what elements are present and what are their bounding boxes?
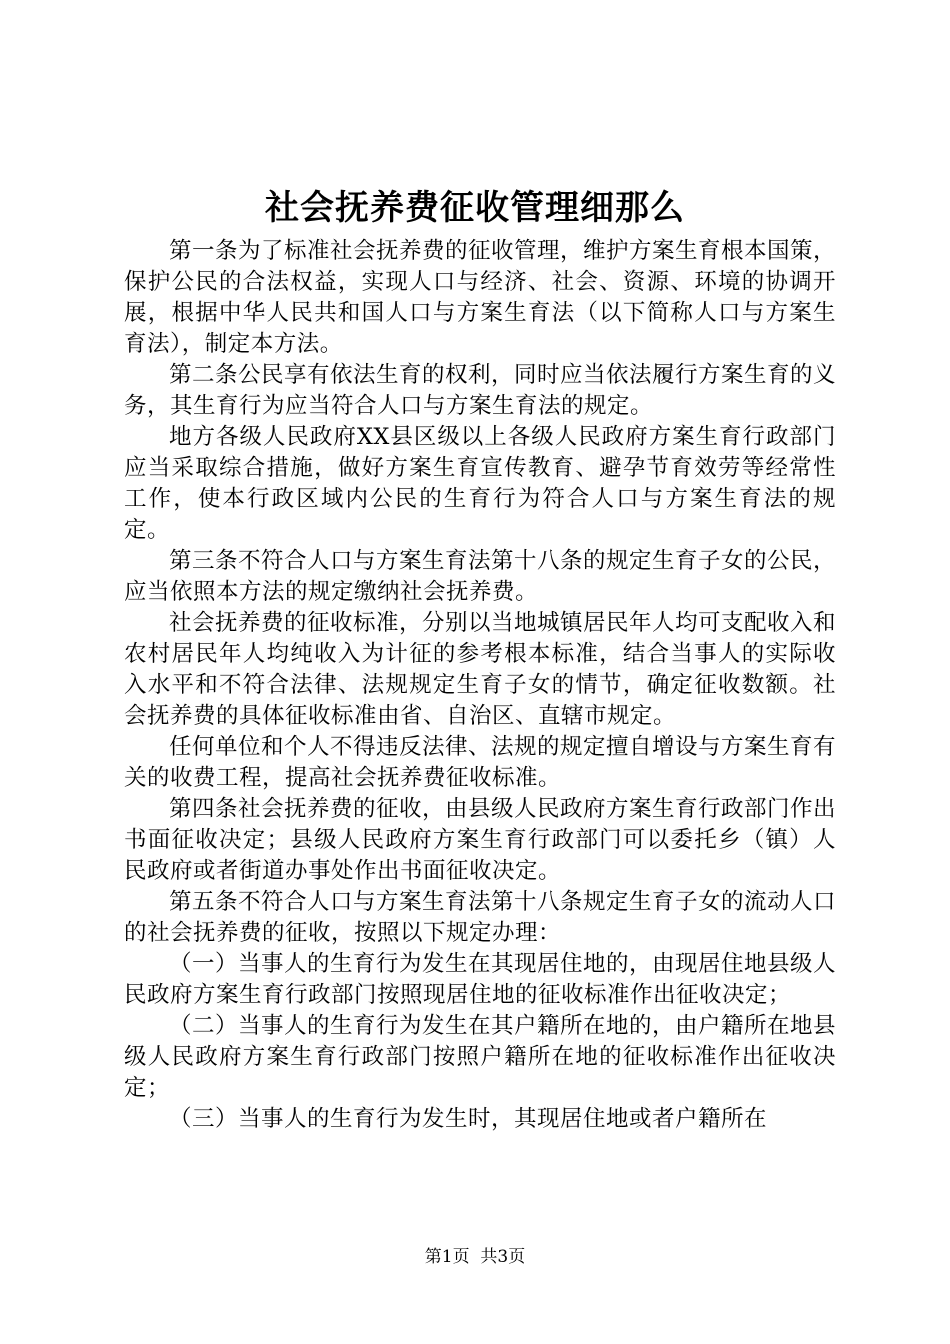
paragraph: （一）当事人的生育行为发生在其现居住地的，由现居住地县级人民政府方案生育行政部门按照现居住地的征收标准作出征收决定； xyxy=(124,951,837,1008)
paragraph: （二）当事人的生育行为发生在其户籍所在地的，由户籍所在地县级人民政府方案生育行政部门按照户籍所在地的征收标准作出征收决定； xyxy=(124,1013,837,1101)
paragraph: 第四条社会抚养费的征收，由县级人民政府方案生育行政部门作出书面征收决定；县级人民政府方案生育行政部门可以委托乡（镇）人民政府或者街道办事处作出书面征收决定。 xyxy=(124,796,837,884)
page-footer: 第1页 共3页 xyxy=(424,1247,526,1267)
paragraph: 社会抚养费的征收标准，分别以当地城镇居民年人均可支配收入和农村居民年人均纯收入为计征的参考根本标准，结合当事人的实际收入水平和不符合法律、法规规定生育子女的情节，确定征收数额。社会抚养费的具体征收标准由省、自治区、直辖市规定。 xyxy=(124,610,837,729)
paragraph: （三）当事人的生育行为发生时，其现居住地或者户籍所在 xyxy=(169,1106,768,1132)
document-title: 社会抚养费征收管理细那么 xyxy=(265,188,685,228)
paragraph: 第五条不符合人口与方案生育法第十八条规定生育子女的流动人口的社会抚养费的征收，按照以下规定办理： xyxy=(124,889,837,946)
paragraph: 地方各级人民政府XX县区级以上各级人民政府方案生育行政部门应当采取综合措施，做好方案生育宣传教育、避孕节育效劳等经常性工作，使本行政区域内公民的生育行为符合人口与方案生育法的规定。 xyxy=(124,424,836,543)
paragraph: 第一条为了标准社会抚养费的征收管理，维护方案生育根本国策，保护公民的合法权益，实现人口与经济、社会、资源、环境的协调开展，根据中华人民共和国人口与方案生育法（以下简称人口与方案生育法），制定本方法。 xyxy=(124,238,837,357)
paragraph: 第二条公民享有依法生育的权利，同时应当依法履行方案生育的义务，其生育行为应当符合人口与方案生育法的规定。 xyxy=(124,362,837,419)
document-body xyxy=(124,236,836,1135)
paragraph: 第三条不符合人口与方案生育法第十八条的规定生育子女的公民，应当依照本方法的规定缴纳社会抚养费。 xyxy=(124,548,837,605)
paragraph: 任何单位和个人不得违反法律、法规的规定擅自增设与方案生育有关的收费工程，提高社会抚养费征收标准。 xyxy=(124,734,837,791)
